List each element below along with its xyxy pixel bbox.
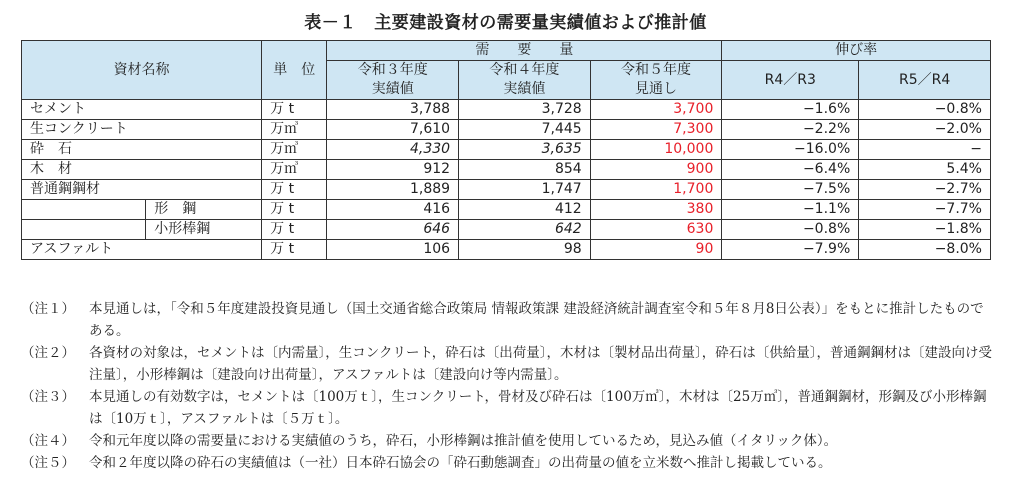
row-material-name: 砕 石 (22, 140, 262, 160)
row-unit: 万 t (262, 200, 327, 220)
row-growth-r5-r4: −1.8% (859, 220, 991, 240)
row-r4-value: 98 (459, 240, 591, 260)
row-r5-forecast: 7,300 (590, 120, 722, 140)
note-item (21, 386, 996, 430)
row-r3-value: 7,610 (327, 120, 459, 140)
row-r5-forecast: 90 (590, 240, 722, 260)
note-label: （注３） (21, 389, 75, 405)
row-growth-r5-r4: 5.4% (859, 160, 991, 180)
header-growth-r5-r4: R5／R4 (859, 61, 991, 100)
row-r4-value: 854 (459, 160, 591, 180)
row-growth-r4-r3: −7.9% (722, 240, 859, 260)
header-growth: 伸び率 (722, 41, 991, 61)
header-material: 資材名称 (22, 41, 262, 100)
row-growth-r5-r4: −0.8% (859, 100, 991, 120)
row-growth-r4-r3: −1.6% (722, 100, 859, 120)
row-growth-r4-r3: −7.5% (722, 180, 859, 200)
row-r3-value: 4,330 (327, 140, 459, 160)
note-text: 令和元年度以降の需要量における実績値のうち，砕石，小形棒鋼は推計値を使用しているため，見込み値（イタリック体）。 (89, 433, 838, 449)
row-r5-forecast: 900 (590, 160, 722, 180)
table-row (22, 180, 991, 200)
row-r4-value: 1,747 (459, 180, 591, 200)
header-unit: 単 位 (262, 41, 327, 100)
row-unit: 万 t (262, 180, 327, 200)
row-r5-forecast: 3,700 (590, 100, 722, 120)
table-row (22, 240, 991, 260)
row-r3-value: 1,889 (327, 180, 459, 200)
table-row (22, 220, 991, 240)
header-r5 (590, 61, 722, 100)
row-r4-value: 642 (459, 220, 591, 240)
row-growth-r4-r3: −2.2% (722, 120, 859, 140)
row-r5-forecast: 630 (590, 220, 722, 240)
row-r5-forecast: 10,000 (590, 140, 722, 160)
header-demand: 需 要 量 (327, 41, 722, 61)
note-text: 本見通しの有効数字は，セメントは〔100万ｔ〕，生コンクリート，骨材及び砕石は〔100万㎥〕，木材は〔25万㎥〕，普通鋼鋼材，形鋼及び小形棒鋼は〔10万ｔ〕，アスファルトは〔５万ｔ〕。 (89, 389, 987, 427)
row-r4-value: 7,445 (459, 120, 591, 140)
row-material-name: アスファルト (22, 240, 262, 260)
header-growth-r4-r3: R4／R3 (722, 61, 859, 100)
row-r3-value: 106 (327, 240, 459, 260)
row-unit: 万 t (262, 220, 327, 240)
table-row (22, 160, 991, 180)
note-item (21, 452, 996, 474)
row-growth-r4-r3: −0.8% (722, 220, 859, 240)
note-label: （注５） (21, 455, 75, 471)
row-r5-forecast: 1,700 (590, 180, 722, 200)
note-label: （注２） (21, 345, 75, 361)
note-item (21, 430, 996, 452)
note-label: （注４） (21, 433, 75, 449)
row-r4-value: 412 (459, 200, 591, 220)
note-label: （注１） (21, 301, 75, 317)
note-item (21, 342, 996, 386)
row-unit: 万 t (262, 240, 327, 260)
table-row (22, 120, 991, 140)
row-r5-forecast: 380 (590, 200, 722, 220)
row-material-name: 形 鋼 (146, 200, 262, 220)
header-r3 (327, 61, 459, 100)
table-row (22, 100, 991, 120)
header-r5-line2: 見通し (635, 81, 678, 97)
row-r4-value: 3,635 (459, 140, 591, 160)
row-unit: 万㎥ (262, 160, 327, 180)
row-unit: 万 t (262, 100, 327, 120)
row-r3-value: 912 (327, 160, 459, 180)
table-row (22, 200, 991, 220)
row-material-name: 小形棒鋼 (146, 220, 262, 240)
materials-table (21, 40, 991, 260)
row-unit: 万㎥ (262, 120, 327, 140)
indent-cell (22, 200, 146, 220)
row-material-name: 生コンクリート (22, 120, 262, 140)
notes-section (21, 298, 996, 474)
header-r5-line1: 令和５年度 (621, 62, 692, 78)
row-r3-value: 646 (327, 220, 459, 240)
note-text: 本見通しは，「令和５年度建設投資見通し（国土交通省総合政策局 情報政策課 建設経済統計調査室令和５年８月8日公表）」をもとに推計したものである。 (89, 301, 984, 339)
row-growth-r5-r4: − (859, 140, 991, 160)
note-text: 令和２年度以降の砕石の実績値は（一社）日本砕石協会の「砕石動態調査」の出荷量の値を立米数へ推計し掲載している。 (89, 455, 832, 471)
indent-cell (22, 220, 146, 240)
row-growth-r5-r4: −8.0% (859, 240, 991, 260)
header-r3-line2: 実績値 (371, 81, 414, 97)
note-text: 各資材の対象は，セメントは〔内需量〕，生コンクリート，砕石は〔出荷量〕，木材は〔製材品出荷量〕，砕石は〔供給量〕，普通鋼鋼材は〔建設向け受注量〕，小形棒鋼は〔建設向け出荷量〕，アスファルトは〔建設向け等内需量〕。 (89, 345, 993, 383)
header-r4-line2: 実績値 (503, 81, 546, 97)
row-r3-value: 3,788 (327, 100, 459, 120)
row-growth-r5-r4: −2.7% (859, 180, 991, 200)
row-r4-value: 3,728 (459, 100, 591, 120)
row-growth-r4-r3: −1.1% (722, 200, 859, 220)
table-row (22, 140, 991, 160)
table-title: 表－１ 主要建設資材の需要量実績値および推計値 (304, 13, 707, 33)
row-growth-r4-r3: −6.4% (722, 160, 859, 180)
header-r4 (459, 61, 591, 100)
row-growth-r4-r3: −16.0% (722, 140, 859, 160)
header-r4-line1: 令和４年度 (489, 62, 560, 78)
row-growth-r5-r4: −2.0% (859, 120, 991, 140)
row-r3-value: 416 (327, 200, 459, 220)
row-material-name: セメント (22, 100, 262, 120)
row-unit: 万㎥ (262, 140, 327, 160)
row-growth-r5-r4: −7.7% (859, 200, 991, 220)
row-material-name: 普通鋼鋼材 (22, 180, 262, 200)
note-item (21, 298, 996, 342)
header-r3-line1: 令和３年度 (357, 62, 428, 78)
row-material-name: 木 材 (22, 160, 262, 180)
